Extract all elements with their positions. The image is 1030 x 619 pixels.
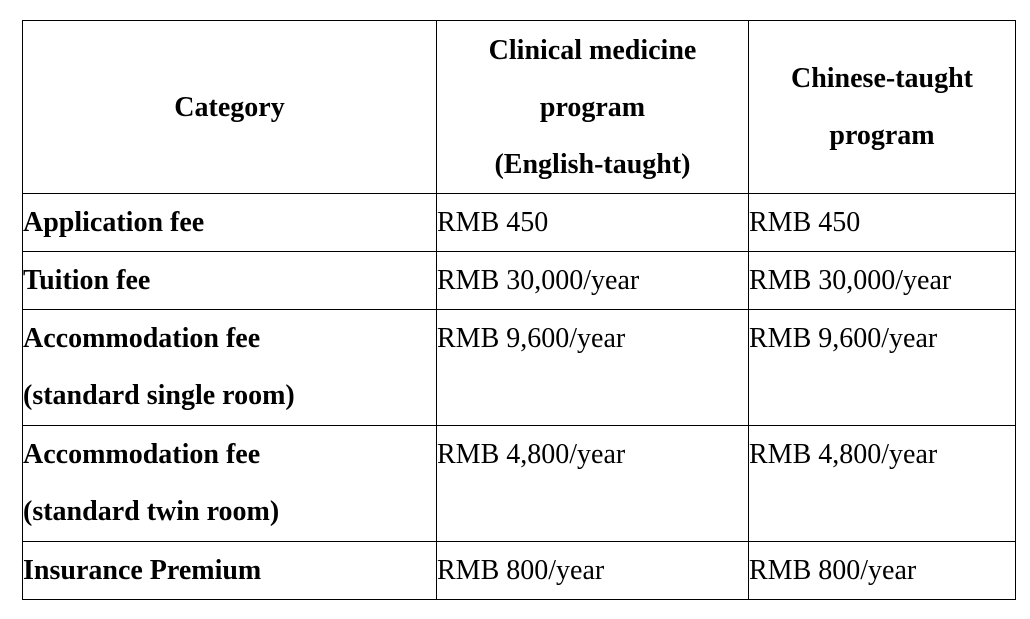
header-clinical-line-3: (English-taught) [494, 148, 691, 180]
table-row [23, 310, 1016, 426]
row-category-line: (standard single room) [23, 380, 295, 411]
header-clinical-line-1: Clinical medicine [488, 34, 697, 66]
table-row [23, 252, 1016, 310]
clinical-fee-cell: RMB 450 [437, 194, 749, 252]
row-category [23, 194, 437, 252]
chinese-fee-cell: RMB 450 [749, 194, 1016, 252]
table-row [23, 194, 1016, 252]
row-category [23, 426, 437, 542]
table-row [23, 542, 1016, 600]
table-row [23, 426, 1016, 542]
row-category-line: (standard twin room) [23, 496, 280, 527]
chinese-fee-cell: RMB 800/year [749, 542, 1016, 600]
clinical-fee-cell: RMB 800/year [437, 542, 749, 600]
header-chinese-taught [749, 21, 1016, 194]
row-category [23, 542, 437, 600]
row-category [23, 252, 437, 310]
row-category-line: Tuition fee [23, 265, 151, 296]
clinical-fee-cell: RMB 4,800/year [437, 426, 749, 542]
table-header-row [23, 21, 1016, 194]
header-category-line: Category [174, 91, 285, 123]
fee-table [22, 20, 1016, 600]
header-chinese-line-2: program [829, 120, 935, 151]
clinical-fee-cell: RMB 9,600/year [437, 310, 749, 426]
row-category-line: Accommodation fee [23, 323, 261, 354]
row-category [23, 310, 437, 426]
chinese-fee-cell: RMB 30,000/year [749, 252, 1016, 310]
chinese-fee-cell: RMB 4,800/year [749, 426, 1016, 542]
header-chinese-line-1: Chinese-taught [790, 63, 973, 94]
chinese-fee-cell: RMB 9,600/year [749, 310, 1016, 426]
row-category-line: Application fee [23, 207, 205, 238]
header-clinical-medicine [437, 21, 749, 194]
clinical-fee-cell: RMB 30,000/year [437, 252, 749, 310]
header-clinical-line-2: program [539, 91, 646, 123]
row-category-line: Insurance Premium [23, 555, 262, 586]
header-category [23, 21, 437, 194]
row-category-line: Accommodation fee [23, 439, 261, 470]
